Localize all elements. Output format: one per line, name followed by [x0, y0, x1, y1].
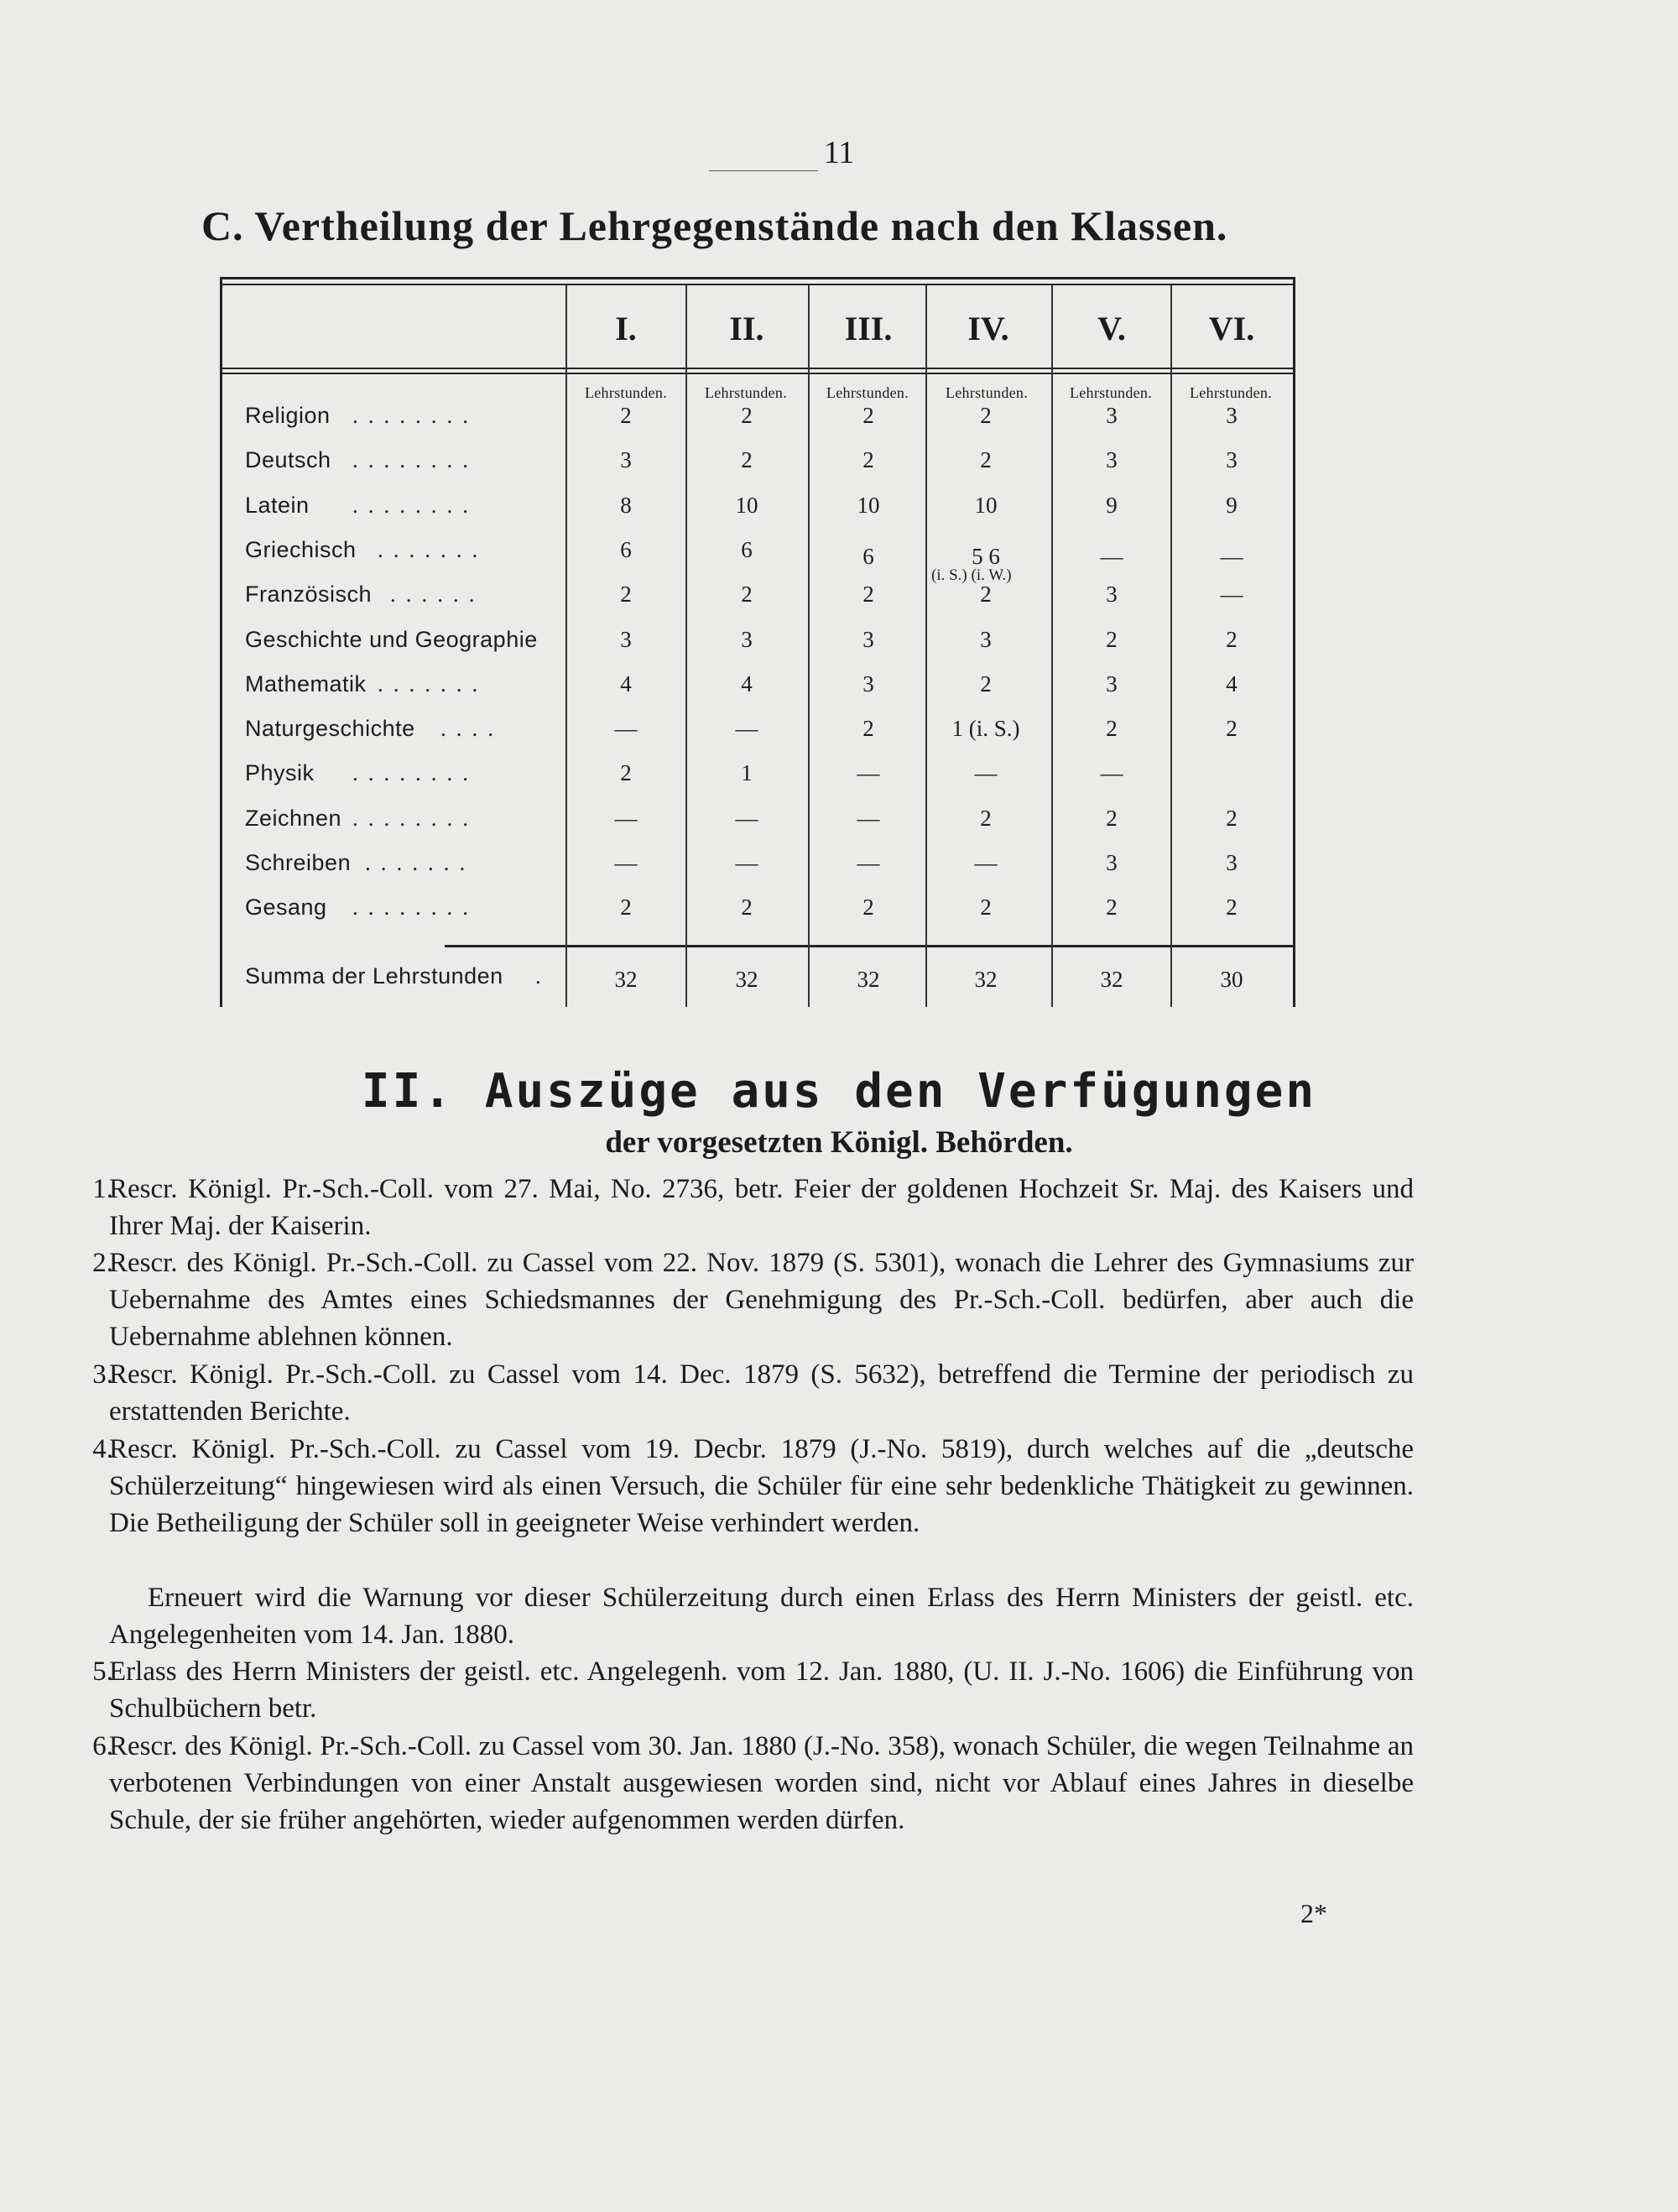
- decree-item-6: [80, 1728, 1414, 1839]
- leader-dots: .......: [365, 850, 476, 875]
- lesson-hours-cell: 2: [980, 447, 992, 473]
- lesson-hours-cell: 3: [980, 626, 992, 652]
- class-heading-III: III.: [844, 310, 893, 347]
- lesson-hours-cell: 2: [980, 805, 992, 831]
- leader-dots: ........: [352, 403, 478, 428]
- lesson-hours-cell: 2: [741, 447, 753, 473]
- lesson-hours-cell: —: [614, 805, 638, 831]
- total-hours-cell: 30: [1220, 967, 1243, 992]
- lesson-hours-cell: —: [1220, 582, 1243, 608]
- lesson-hours-cell: —: [857, 805, 880, 831]
- lesson-hours-cell: 2: [1106, 805, 1118, 831]
- lesson-hours-cell: 2: [1106, 895, 1118, 921]
- subject-label: Gesang: [245, 895, 327, 921]
- griechisch-semester-note: (i. S.) (i. W.): [931, 566, 1012, 584]
- lesson-hours-cell: 4: [620, 670, 632, 696]
- lesson-hours-cell: 1 (i. S.): [951, 716, 1020, 742]
- lesson-hours-cell: —: [974, 760, 998, 786]
- page-number-rule: [709, 170, 818, 171]
- leader-dots: ........: [352, 447, 478, 473]
- class-heading-VI: VI.: [1208, 310, 1255, 347]
- subject-label: Physik: [245, 760, 315, 786]
- lesson-hours-cell: 2: [980, 895, 992, 921]
- lesson-hours-cell: 2: [980, 670, 992, 696]
- lesson-hours-cell: 2: [620, 895, 632, 921]
- unit-heading: Lehrstunden.: [1189, 384, 1273, 401]
- lesson-hours-cell: 3: [1226, 447, 1238, 473]
- unit-heading: Lehrstunden.: [945, 384, 1029, 401]
- leader-dots: ....: [440, 716, 503, 742]
- subject-label: Deutsch: [245, 447, 331, 473]
- lesson-hours-cell: 2: [1106, 626, 1118, 652]
- lesson-hours-cell: —: [735, 850, 758, 875]
- lesson-hours-cell: 3: [1106, 670, 1118, 696]
- decree-item-2: [80, 1244, 1414, 1355]
- table-header-rule-inner: [220, 373, 1293, 374]
- subject-label: Französisch: [245, 582, 373, 608]
- lesson-hours-cell: 10: [857, 492, 880, 518]
- lesson-hours-cell: 2: [741, 895, 753, 921]
- subject-label: Zeichnen: [245, 805, 342, 831]
- lesson-hours-cell: —: [614, 850, 638, 875]
- leader-dots: ......: [390, 582, 485, 608]
- lesson-hours-cell: 1: [741, 760, 753, 786]
- total-label: Summa der Lehrstunden: [245, 963, 503, 989]
- unit-heading: Lehrstunden.: [826, 384, 909, 401]
- lesson-hours-cell: —: [1100, 543, 1123, 569]
- lesson-hours-cell: 2: [741, 403, 753, 428]
- table-header-rule: [220, 368, 1293, 369]
- leader-dots: ........: [352, 760, 478, 786]
- decree-text: Rescr. Königl. Pr.-Sch.-Coll. vom 27. Mai, No. 2736, betr. Feier der goldenen Hochzeit Sr. Maj. des Kaisers und Ihrer Maj. der Kaiserin.: [109, 1174, 1414, 1241]
- table-top-rule: [220, 277, 1293, 279]
- lesson-hours-cell: 3: [620, 447, 632, 473]
- section-c-title: C. Vertheilung der Lehrgegenstände nach den Klassen.: [201, 202, 1228, 249]
- page-number: 11: [823, 135, 855, 170]
- lesson-hours-cell: 6: [620, 536, 632, 562]
- lesson-hours-cell: 2: [741, 582, 753, 608]
- lesson-hours-cell: 5 6: [972, 543, 1000, 569]
- decree-item-1: [80, 1171, 1414, 1244]
- lesson-hours-cell: 2: [862, 716, 874, 742]
- unit-heading: Lehrstunden.: [1069, 384, 1153, 401]
- class-heading-II: II.: [729, 310, 764, 347]
- decree-item-5: [80, 1653, 1414, 1727]
- total-hours-cell: 32: [614, 967, 638, 992]
- lesson-hours-cell: 3: [1226, 403, 1238, 428]
- lesson-hours-cell: —: [857, 850, 880, 875]
- decree-item-4: [80, 1431, 1414, 1542]
- subject-label: Mathematik: [245, 670, 367, 696]
- class-heading-I: I.: [615, 310, 637, 347]
- decree-number: 2.: [92, 1248, 113, 1278]
- class-heading-V: V.: [1097, 310, 1126, 347]
- lesson-hours-cell: 8: [620, 492, 632, 518]
- leader-dots: .......: [378, 670, 488, 696]
- lesson-hours-cell: 3: [1106, 447, 1118, 473]
- decree-number: 4.: [92, 1434, 113, 1464]
- lesson-hours-cell: 9: [1226, 492, 1238, 518]
- lesson-hours-cell: 2: [1226, 626, 1238, 652]
- decree-text: Rescr. des Königl. Pr.-Sch.-Coll. zu Cassel vom 30. Jan. 1880 (J.-No. 358), wonach Schüler, die wegen Teilnahme an verbotenen Verbindungen von einer Anstalt ausgewiesen worden sind, nicht vor Ablauf eines Jahres in dieselbe Schule, der sie früher angehörten, wieder aufgenommen werden dürfen.: [109, 1731, 1414, 1835]
- decree-item-3: [80, 1356, 1414, 1430]
- leader-dots: ........: [352, 492, 478, 518]
- decree-number: 1.: [92, 1174, 113, 1204]
- lesson-hours-cell: 3: [1106, 850, 1118, 875]
- lesson-hours-cell: —: [614, 716, 638, 742]
- decree-number: 3.: [92, 1359, 113, 1390]
- leader-dots: ........: [352, 805, 478, 831]
- signature-mark: 2*: [1300, 1898, 1327, 1928]
- decree-text: Rescr. des Königl. Pr.-Sch.-Coll. zu Cassel vom 22. Nov. 1879 (S. 5301), wonach die Lehrer des Gymnasiums zur Uebernahme des Amtes eines Schiedsmannes der Genehmigung des Pr.-Sch.-Coll. bedürfen, aber auch die Uebernahme ablehnen können.: [109, 1248, 1414, 1352]
- leader-dots: .......: [378, 536, 488, 562]
- lesson-hours-cell: 2: [620, 582, 632, 608]
- lesson-hours-cell: 3: [1226, 850, 1238, 875]
- lesson-hours-cell: 3: [1106, 582, 1118, 608]
- total-hours-cell: 32: [974, 967, 998, 992]
- subject-label: Schreiben: [245, 850, 352, 875]
- decree-number: 5.: [92, 1656, 113, 1687]
- total-hours-cell: 32: [735, 967, 758, 992]
- lesson-hours-cell: 2: [1106, 716, 1118, 742]
- lesson-hours-cell: 2: [980, 403, 992, 428]
- total-hours-cell: 32: [857, 967, 880, 992]
- lesson-hours-cell: —: [1220, 543, 1243, 569]
- lesson-hours-cell: 4: [741, 670, 753, 696]
- subject-label: Griechisch: [245, 536, 357, 562]
- lesson-hours-cell: 3: [862, 670, 874, 696]
- subject-label: Geschichte und Geographie: [245, 626, 538, 652]
- lesson-hours-cell: 2: [862, 895, 874, 921]
- subject-label: Naturgeschichte: [245, 716, 415, 742]
- lesson-hours-cell: 3: [1106, 403, 1118, 428]
- lesson-hours-cell: —: [857, 760, 880, 786]
- lesson-hours-cell: 10: [735, 492, 758, 518]
- lesson-hours-cell: —: [1100, 760, 1123, 786]
- lesson-hours-cell: 2: [620, 403, 632, 428]
- decree-text: Rescr. Königl. Pr.-Sch.-Coll. zu Cassel vom 19. Decbr. 1879 (J.-No. 5819), durch welches auf die „deutsche Schülerzeitung“ hingewiesen wird als einen Versuch, die Schüler für eine sehr bedenkliche Thätigkeit zu gewinnen. Die Betheiligung der Schüler soll in geeigneter Weise verhindert werden.: [109, 1434, 1414, 1538]
- lesson-hours-cell: 10: [974, 492, 998, 518]
- decree-text: Erlass des Herrn Ministers der geistl. etc. Angelegenh. vom 12. Jan. 1880, (U. II. J.-No. 1606) die Einführung von Schulbüchern betr.: [109, 1656, 1414, 1724]
- lesson-hours-cell: 6: [741, 536, 753, 562]
- lesson-hours-cell: 2: [1226, 805, 1238, 831]
- table-total-rule: [445, 945, 1293, 947]
- decree-text: Rescr. Königl. Pr.-Sch.-Coll. zu Cassel vom 14. Dec. 1879 (S. 5632), betreffend die Termine der periodisch zu erstattenden Berichte.: [109, 1359, 1414, 1427]
- lesson-hours-cell: 2: [620, 760, 632, 786]
- subject-label: Religion: [245, 403, 331, 428]
- decree-4-followup-paragraph: Erneuert wird die Warnung vor dieser Schülerzeitung durch einen Erlass des Herrn Ministers der geistl. etc. Angelegenheiten vom 14. Jan. 1880.: [109, 1583, 1414, 1650]
- decree-number: 6.: [92, 1731, 113, 1761]
- lesson-hours-cell: 4: [1226, 670, 1238, 696]
- lesson-hours-cell: —: [974, 850, 998, 875]
- lesson-hours-cell: —: [735, 805, 758, 831]
- lesson-hours-cell: —: [735, 716, 758, 742]
- lesson-hours-cell: 2: [862, 403, 874, 428]
- table-top-rule-inner: [220, 284, 1293, 285]
- lesson-hours-cell: 6: [862, 543, 874, 569]
- lesson-hours-cell: 2: [862, 582, 874, 608]
- section-ii-title: II. Auszüge aus den Verfügungen: [361, 1064, 1317, 1119]
- lesson-hours-cell: 3: [862, 626, 874, 652]
- lesson-hours-cell: 3: [620, 626, 632, 652]
- lesson-hours-cell: 3: [741, 626, 753, 652]
- class-heading-IV: IV.: [967, 310, 1009, 347]
- leader-dots: ........: [352, 895, 478, 921]
- unit-heading: Lehrstunden.: [704, 384, 788, 401]
- lesson-hours-cell: 2: [1226, 895, 1238, 921]
- total-label-dot: .: [535, 963, 551, 989]
- section-ii-subtitle: der vorgesetzten Königl. Behörden.: [605, 1125, 1073, 1160]
- lesson-hours-cell: 2: [1226, 716, 1238, 742]
- lesson-hours-cell: 2: [862, 447, 874, 473]
- total-hours-cell: 32: [1100, 967, 1123, 992]
- lesson-hours-cell: 9: [1106, 492, 1118, 518]
- unit-heading: Lehrstunden.: [584, 384, 668, 401]
- lesson-hours-cell: 2: [980, 582, 992, 608]
- subject-label: Latein: [245, 492, 310, 518]
